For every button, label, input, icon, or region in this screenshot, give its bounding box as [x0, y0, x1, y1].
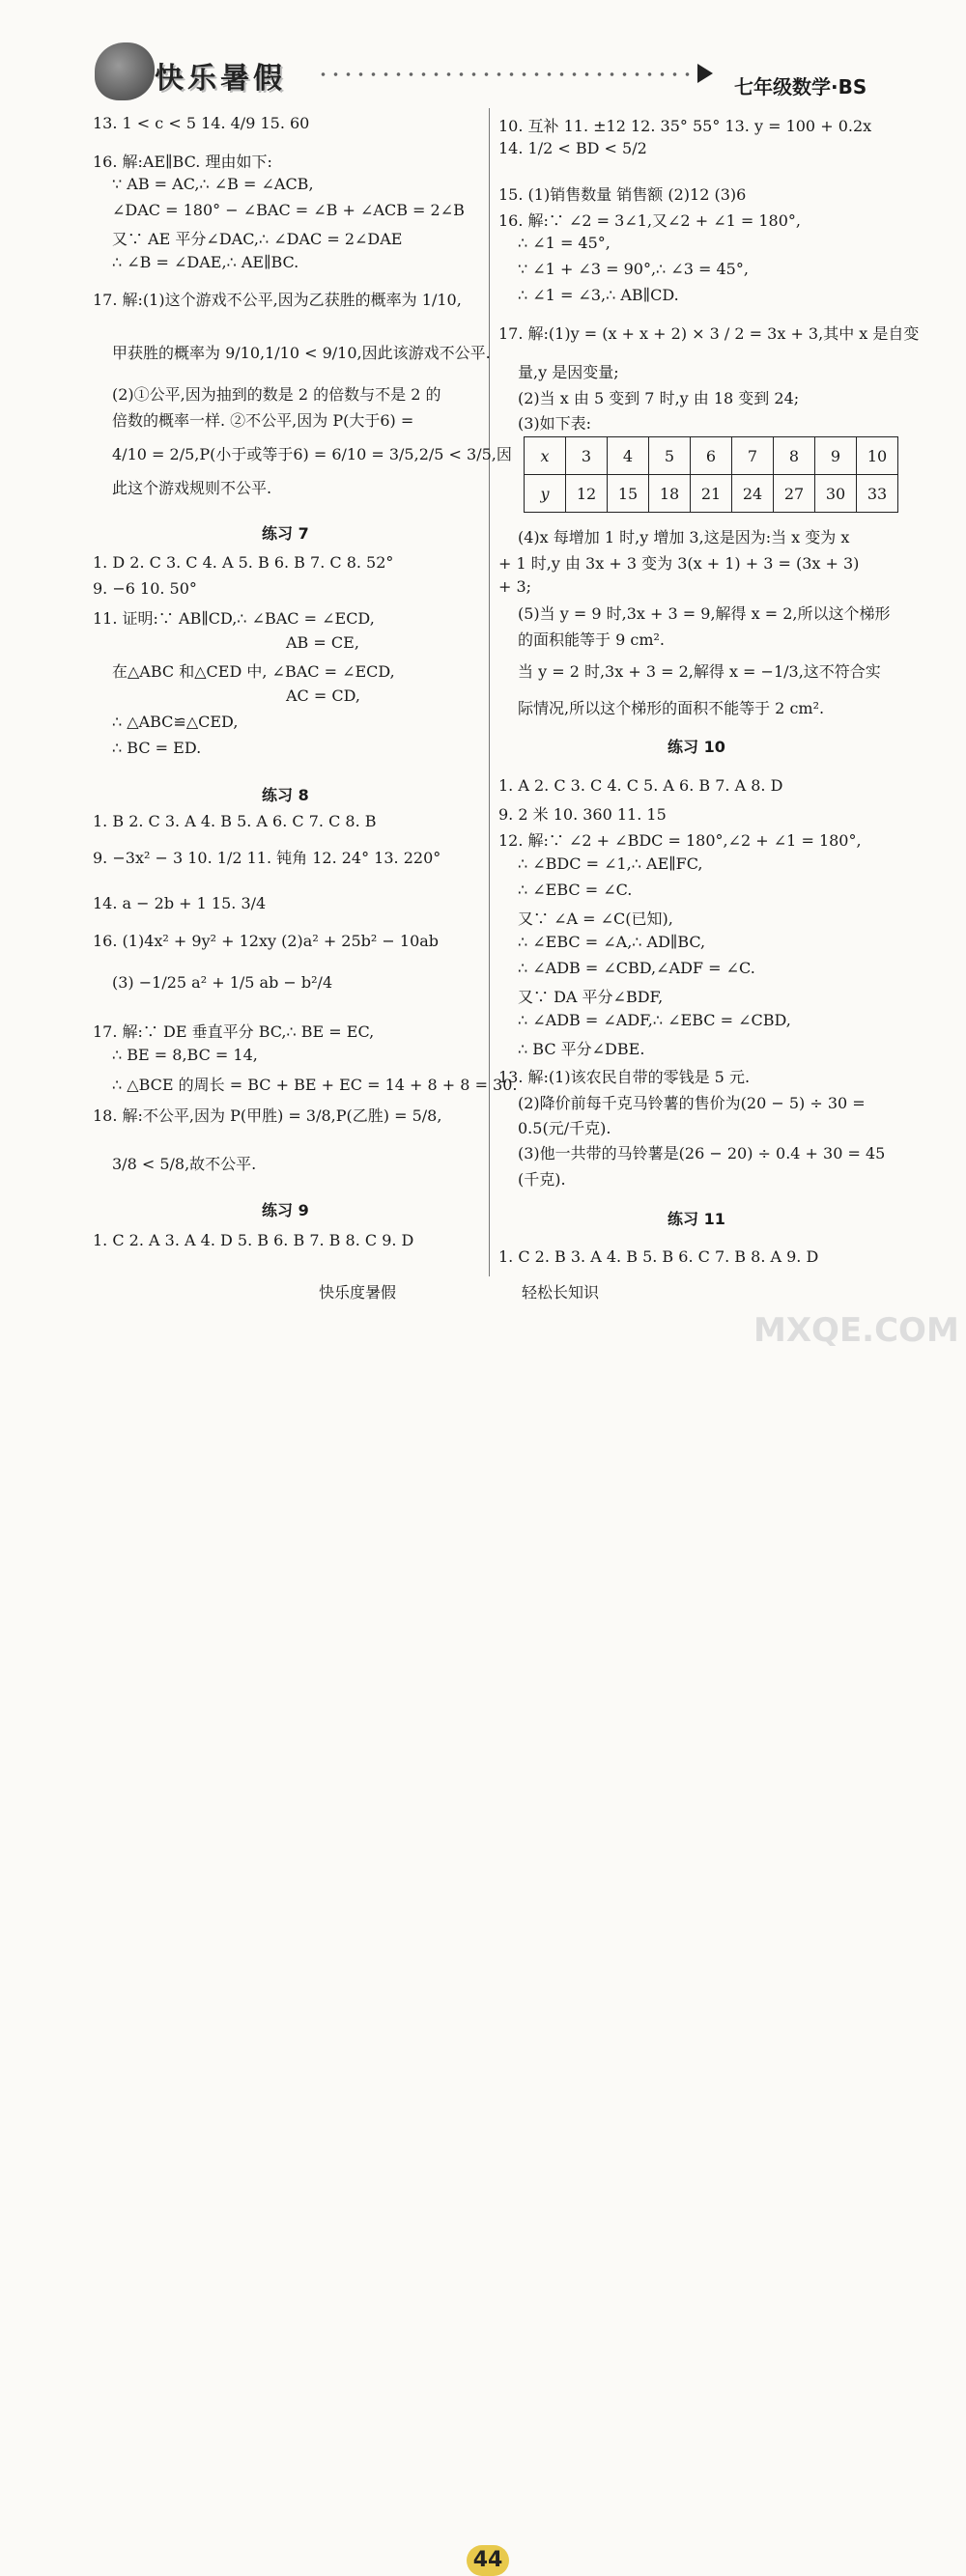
table-cell: 3	[566, 437, 608, 475]
table-cell: 7	[732, 437, 774, 475]
left-line-11: 此这个游戏规则不公平.	[112, 479, 272, 497]
left-line-30: 18. 解:不公平,因为 P(甲胜) = 3/8,P(乙胜) = 5/8,	[93, 1106, 442, 1125]
watermark: MXQE.COM	[753, 1311, 959, 1350]
table-cell: 18	[649, 475, 691, 513]
xy-table	[524, 436, 898, 513]
right-line-26: ∴ ∠ADB = ∠CBD,∠ADF = ∠C.	[518, 959, 755, 977]
left-line-6: 17. 解:(1)这个游戏不公平,因为乙获胜的概率为 1/10,	[93, 291, 462, 309]
right-line-1: 14. 1/2 < BD < 5/2	[498, 139, 647, 157]
subject-label: 七年级数学·BS	[734, 75, 867, 98]
left-line-2: ∵ AB = AC,∴ ∠B = ∠ACB,	[112, 175, 314, 193]
dotted-rule	[317, 71, 694, 77]
left-line-27: 17. 解:∵ DE 垂直平分 BC,∴ BE = EC,	[93, 1022, 375, 1041]
table-cell: 4	[608, 437, 649, 475]
table-cell: 5	[649, 437, 691, 475]
left-line-22: 1. B 2. C 3. A 4. B 5. A 6. C 7. C 8. B	[93, 812, 377, 830]
left-line-5: ∴ ∠B = ∠DAE,∴ AE∥BC.	[112, 253, 299, 271]
right-line-12: + 1 时,y 由 3x + 3 变为 3(x + 1) + 3 = (3x + 3)	[498, 554, 860, 573]
table-cell: y	[525, 475, 566, 513]
left-line-26: (3) −1/25 a² + 1/5 ab − b²/4	[112, 973, 333, 992]
table-cell: 10	[857, 437, 898, 475]
left-line-16: AB = CE,	[286, 633, 359, 652]
table-cell: x	[525, 437, 566, 475]
right-line-22: ∴ ∠BDC = ∠1,∴ AE∥FC,	[518, 854, 703, 873]
right-line-27: 又∵ DA 平分∠BDF,	[518, 988, 664, 1006]
left-line-33: 1. C 2. A 3. A 4. D 5. B 6. B 7. B 8. C 9. D	[93, 1231, 414, 1249]
right-line-14: (5)当 y = 9 时,3x + 3 = 9,解得 x = 2,所以这个梯形	[518, 604, 891, 623]
left-line-1: 16. 解:AE∥BC. 理由如下:	[93, 153, 272, 171]
left-line-31: 3/8 < 5/8,故不公平.	[112, 1155, 257, 1173]
left-line-13: 1. D 2. C 3. C 4. A 5. B 6. B 7. C 8. 52°	[93, 553, 394, 572]
right-line-19: 1. A 2. C 3. C 4. C 5. A 6. B 7. A 8. D	[498, 776, 783, 795]
right-line-36: 1. C 2. B 3. A 4. B 5. B 6. C 7. B 8. A 9. D	[498, 1247, 819, 1266]
right-line-23: ∴ ∠EBC = ∠C.	[518, 881, 633, 899]
table-cell: 9	[815, 437, 857, 475]
table-row-y	[525, 475, 898, 513]
right-line-2: 15. (1)销售数量 销售额 (2)12 (3)6	[498, 185, 747, 204]
right-line-32: 0.5(元/千克).	[518, 1119, 611, 1137]
right-line-28: ∴ ∠ADB = ∠ADF,∴ ∠EBC = ∠CBD,	[518, 1011, 791, 1029]
mascot-logo-icon	[95, 42, 155, 100]
right-line-0: 10. 互补 11. ±12 12. 35° 55° 13. y = 100 + 0.2x	[498, 117, 872, 135]
left-line-8: (2)①公平,因为抽到的数是 2 的倍数与不是 2 的	[112, 385, 441, 404]
right-line-9: (2)当 x 由 5 变到 7 时,y 由 18 变到 24;	[518, 389, 800, 407]
right-line-21: 12. 解:∵ ∠2 + ∠BDC = 180°,∠2 + ∠1 = 180°,	[498, 831, 862, 850]
right-line-35: 练习 11	[668, 1210, 725, 1228]
left-line-32: 练习 9	[262, 1201, 309, 1219]
left-line-10: 4/10 = 2/5,P(小于或等于6) = 6/10 = 3/5,2/5 < 3/5,因	[112, 445, 512, 463]
arrow-icon	[697, 64, 713, 83]
left-line-14: 9. −6 10. 50°	[93, 579, 197, 598]
right-line-31: (2)降价前每千克马铃薯的售价为(20 − 5) ÷ 30 =	[518, 1094, 866, 1112]
footer-left-text: 快乐度暑假	[319, 1283, 397, 1302]
right-line-13: + 3;	[498, 577, 532, 596]
right-line-15: 的面积能等于 9 cm².	[518, 630, 665, 649]
table-cell: 24	[732, 475, 774, 513]
footer-right-text: 轻松长知识	[522, 1283, 600, 1302]
right-line-30: 13. 解:(1)该农民自带的零钱是 5 元.	[498, 1068, 751, 1086]
table-cell: 15	[608, 475, 649, 513]
left-line-18: AC = CD,	[286, 686, 360, 705]
table-cell: 21	[691, 475, 732, 513]
column-divider	[489, 108, 490, 1276]
right-line-8: 量,y 是因变量;	[518, 363, 619, 381]
right-line-20: 9. 2 米 10. 360 11. 15	[498, 805, 667, 824]
right-line-5: ∵ ∠1 + ∠3 = 90°,∴ ∠3 = 45°,	[518, 260, 749, 278]
left-line-15: 11. 证明:∵ AB∥CD,∴ ∠BAC = ∠ECD,	[93, 609, 375, 628]
left-line-25: 16. (1)4x² + 9y² + 12xy (2)a² + 25b² − 10ab	[93, 932, 440, 950]
page-number: 44	[467, 2545, 509, 2576]
right-line-34: (千克).	[518, 1170, 566, 1189]
left-line-20: ∴ BC = ED.	[112, 739, 202, 757]
left-line-0: 13. 1 < c < 5 14. 4/9 15. 60	[93, 114, 310, 132]
right-line-29: ∴ BC 平分∠DBE.	[518, 1040, 645, 1058]
left-line-9: 倍数的概率一样. ②不公平,因为 P(大于6) =	[112, 411, 414, 430]
left-line-17: 在△ABC 和△CED 中, ∠BAC = ∠ECD,	[112, 662, 395, 681]
right-line-11: (4)x 每增加 1 时,y 增加 3,这是因为:当 x 变为 x	[518, 528, 850, 546]
right-line-4: ∴ ∠1 = 45°,	[518, 234, 611, 252]
left-line-19: ∴ △ABC≌△CED,	[112, 713, 239, 731]
left-line-3: ∠DAC = 180° − ∠BAC = ∠B + ∠ACB = 2∠B	[112, 201, 465, 219]
left-line-29: ∴ △BCE 的周长 = BC + BE + EC = 14 + 8 + 8 = 30.	[112, 1076, 518, 1094]
right-line-6: ∴ ∠1 = ∠3,∴ AB∥CD.	[518, 286, 679, 304]
right-line-18: 练习 10	[668, 738, 725, 756]
right-line-10: (3)如下表:	[518, 414, 592, 433]
page-header	[0, 0, 966, 106]
series-logo-text: 快乐暑假	[155, 62, 286, 96]
table-cell: 6	[691, 437, 732, 475]
right-line-24: 又∵ ∠A = ∠C(已知),	[518, 910, 673, 928]
right-line-3: 16. 解:∵ ∠2 = 3∠1,又∠2 + ∠1 = 180°,	[498, 211, 801, 230]
left-line-28: ∴ BE = 8,BC = 14,	[112, 1046, 258, 1064]
right-line-17: 际情况,所以这个梯形的面积不能等于 2 cm².	[518, 699, 825, 717]
right-line-16: 当 y = 2 时,3x + 3 = 2,解得 x = −1/3,这不符合实	[518, 662, 881, 681]
left-line-12: 练习 7	[262, 524, 309, 543]
right-line-25: ∴ ∠EBC = ∠A,∴ AD∥BC,	[518, 933, 706, 951]
left-line-7: 甲获胜的概率为 9/10,1/10 < 9/10,因此该游戏不公平.	[112, 344, 491, 362]
right-line-33: (3)他一共带的马铃薯是(26 − 20) ÷ 0.4 + 30 = 45	[518, 1144, 886, 1162]
table-cell: 27	[774, 475, 815, 513]
table-cell: 30	[815, 475, 857, 513]
right-line-7: 17. 解:(1)y = (x + x + 2) × 3 / 2 = 3x + 3,其中 x 是自变	[498, 324, 920, 343]
table-cell: 12	[566, 475, 608, 513]
table-row-x	[525, 437, 898, 475]
table-cell: 8	[774, 437, 815, 475]
left-line-21: 练习 8	[262, 786, 309, 804]
table-cell: 33	[857, 475, 898, 513]
left-line-4: 又∵ AE 平分∠DAC,∴ ∠DAC = 2∠DAE	[112, 230, 403, 248]
left-line-24: 14. a − 2b + 1 15. 3/4	[93, 894, 267, 912]
left-line-23: 9. −3x² − 3 10. 1/2 11. 钝角 12. 24° 13. 220°	[93, 849, 441, 867]
